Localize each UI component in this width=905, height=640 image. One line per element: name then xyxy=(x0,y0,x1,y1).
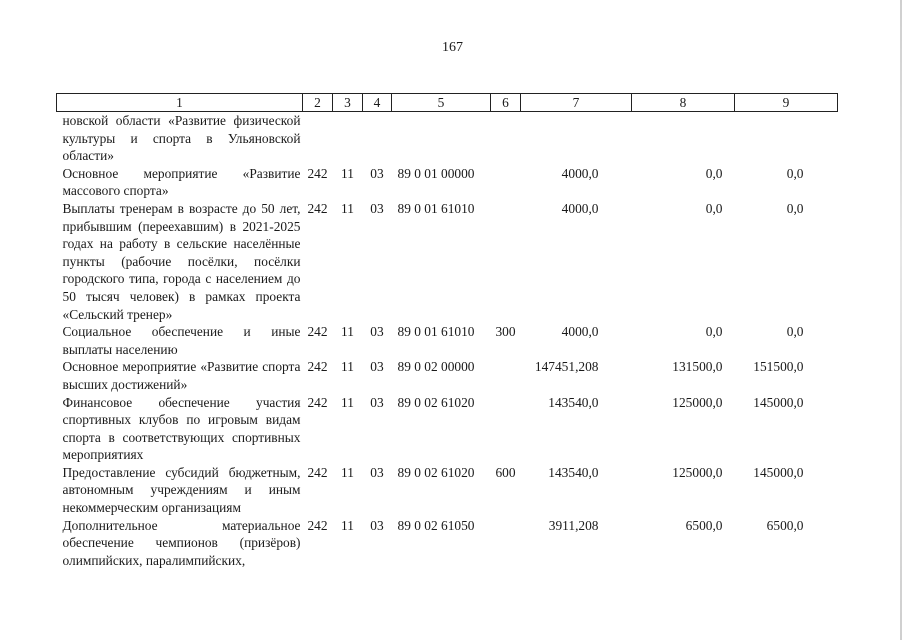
cell-amount-col7: 4000,0 xyxy=(561,324,599,340)
item-name: Социальное обеспечение и иные выплаты населению xyxy=(62,324,301,357)
column-header: 3 xyxy=(333,94,363,112)
cell-amount-col9 xyxy=(735,112,838,165)
cell-amount-col9: 0,0 xyxy=(786,165,804,181)
page-number: 167 xyxy=(442,40,463,55)
column-header: 1 xyxy=(57,94,303,112)
table-row xyxy=(57,323,838,358)
header-row xyxy=(57,94,838,112)
cell-section: 11 xyxy=(341,165,354,181)
cell-amount-col7: 143540,0 xyxy=(548,394,599,410)
cell-target-article: 89 0 02 61020 xyxy=(397,394,475,410)
table-row xyxy=(57,200,838,323)
table-row xyxy=(57,517,838,570)
cell-expense-type xyxy=(491,200,521,323)
cell-ministry-code: 242 xyxy=(307,464,328,480)
column-header: 9 xyxy=(735,94,838,112)
cell-section: 11 xyxy=(341,359,354,375)
scan-edge xyxy=(900,0,902,640)
cell-ministry-code: 242 xyxy=(307,165,328,181)
column-header: 4 xyxy=(363,94,392,112)
item-name: Предоставление субсидий бюджетным, автономным учреждениям и иным некоммерческим организациям xyxy=(62,464,301,516)
budget-table xyxy=(56,93,838,569)
table-row xyxy=(57,165,838,200)
cell-amount-col7: 4000,0 xyxy=(561,165,599,181)
cell-section: 11 xyxy=(341,464,354,480)
cell-amount-col9: 0,0 xyxy=(786,200,804,216)
cell-ministry-code: 242 xyxy=(307,394,328,410)
cell-expense-type xyxy=(491,517,521,570)
item-name: Основное мероприятие «Развитие массового спорта» xyxy=(62,165,301,199)
cell-expense-type xyxy=(491,358,521,393)
cell-amount-col8: 6500,0 xyxy=(685,517,723,533)
cell-amount-col9: 145000,0 xyxy=(753,464,804,480)
cell-amount-col9: 6500,0 xyxy=(766,517,804,533)
cell-amount-col8: 0,0 xyxy=(705,200,723,216)
cell-ministry-code: 242 xyxy=(307,200,328,216)
cell-target-article xyxy=(392,112,491,165)
cell-section: 11 xyxy=(341,324,354,340)
cell-amount-col9: 0,0 xyxy=(786,324,804,340)
table-row xyxy=(57,464,838,517)
cell-subsection: 03 xyxy=(370,394,384,410)
item-name: новской области «Развитие физической культуры и спорта в Ульяновской области» xyxy=(62,113,301,164)
cell-section xyxy=(333,112,363,165)
cell-target-article: 89 0 01 00000 xyxy=(397,165,475,181)
column-header: 6 xyxy=(491,94,521,112)
cell-subsection: 03 xyxy=(370,165,384,181)
column-header: 2 xyxy=(303,94,333,112)
cell-section: 11 xyxy=(341,394,354,410)
cell-section: 11 xyxy=(341,200,354,216)
cell-amount-col7 xyxy=(521,112,632,165)
cell-section: 11 xyxy=(341,517,354,533)
cell-target-article: 89 0 02 61050 xyxy=(397,517,475,533)
cell-subsection: 03 xyxy=(370,324,384,340)
table-row xyxy=(57,358,838,393)
item-name: Выплаты тренерам в возрасте до 50 лет, прибывшим (переехавшим) в 2021-2025 годах на работу в сельские населённые пункты (рабочие посёлки, посёлки городского типа, города с населением до 50 тысяч человек) в рамках проекта «Сельский тренер» xyxy=(62,200,301,322)
item-name: Основное мероприятие «Развитие спорта высших достижений» xyxy=(62,359,301,392)
cell-expense-type: 300 xyxy=(495,324,516,340)
cell-amount-col9: 151500,0 xyxy=(753,359,804,375)
cell-ministry-code: 242 xyxy=(307,359,328,375)
cell-subsection xyxy=(363,112,392,165)
cell-subsection: 03 xyxy=(370,517,384,533)
cell-amount-col8 xyxy=(632,112,735,165)
cell-target-article: 89 0 01 61010 xyxy=(397,200,475,216)
item-name: Финансовое обеспечение участия спортивных клубов по игровым видам спорта в соответствующих спортивных мероприятиях xyxy=(62,394,301,463)
cell-subsection: 03 xyxy=(370,359,384,375)
cell-target-article: 89 0 01 61010 xyxy=(397,324,475,340)
cell-expense-type: 600 xyxy=(495,464,516,480)
cell-amount-col7: 3911,208 xyxy=(548,517,599,533)
column-header: 8 xyxy=(632,94,735,112)
cell-amount-col7: 143540,0 xyxy=(548,464,599,480)
column-header: 7 xyxy=(521,94,632,112)
item-name: Дополнительное материальное обеспечение чемпионов (призёров) олимпийских, паралимпийских, xyxy=(62,517,301,568)
cell-amount-col8: 0,0 xyxy=(705,165,723,181)
cell-amount-col8: 131500,0 xyxy=(672,359,723,375)
cell-expense-type xyxy=(491,112,521,165)
cell-ministry-code: 242 xyxy=(307,324,328,340)
cell-amount-col8: 0,0 xyxy=(705,324,723,340)
cell-ministry-code: 242 xyxy=(307,517,328,533)
cell-amount-col9: 145000,0 xyxy=(753,394,804,410)
cell-amount-col8: 125000,0 xyxy=(672,464,723,480)
cell-target-article: 89 0 02 61020 xyxy=(397,464,475,480)
column-header: 5 xyxy=(392,94,491,112)
cell-target-article: 89 0 02 00000 xyxy=(397,359,475,375)
cell-subsection: 03 xyxy=(370,464,384,480)
cell-amount-col8: 125000,0 xyxy=(672,394,723,410)
cell-amount-col7: 4000,0 xyxy=(561,200,599,216)
cell-expense-type xyxy=(491,394,521,464)
cell-expense-type xyxy=(491,165,521,200)
cell-subsection: 03 xyxy=(370,200,384,216)
table-row xyxy=(57,394,838,464)
cell-amount-col7: 147451,208 xyxy=(534,359,599,375)
table-row xyxy=(57,112,838,165)
cell-ministry-code xyxy=(303,112,333,165)
